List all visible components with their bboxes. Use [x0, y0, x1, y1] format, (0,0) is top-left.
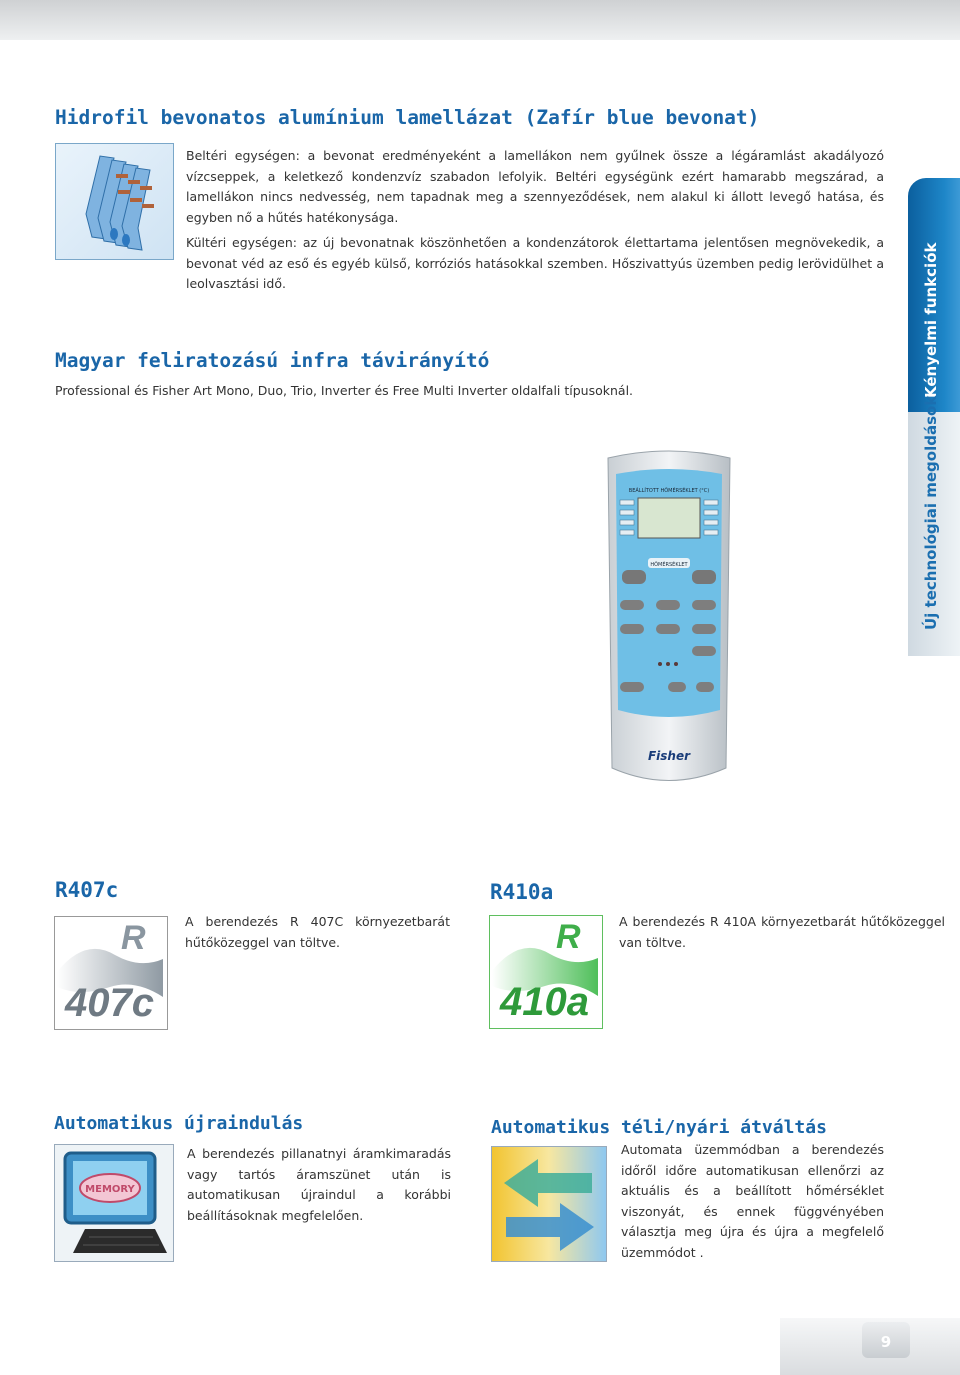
r407c-text: A berendezés R 407C környezetbarát hűtőközeggel van töltve.	[185, 914, 450, 950]
r407c-badge-code: 407c	[65, 981, 154, 1025]
section-title-auto-restart: Automatikus újraindulás	[54, 1113, 304, 1134]
hydrophilic-outdoor-text: Kültéri egységen: az új bevonatnak köszönhetően a kondenzátorok élettartama jelentősen megnövekedik, a bevonat véd az eső és egyéb külső, korróziós hatásokkal szemben. Hőszivattyús üzemben pedig lerövidülhet a leolvasztási idő.	[186, 235, 884, 291]
lamella-image	[55, 143, 174, 260]
r410a-title: R410a	[490, 880, 554, 904]
remote-brand-logo: Fisher	[647, 749, 691, 763]
remote-models-text: Professional és Fisher Art Mono, Duo, Trio, Inverter és Free Multi Inverter oldalfali típusoknál.	[55, 383, 634, 398]
memory-label: MEMORY	[85, 1184, 135, 1195]
r407c-badge-r: R	[121, 919, 146, 957]
section-title-remote: Magyar feliratozású infra távirányító	[55, 349, 490, 372]
r410a-badge-r: R	[556, 918, 581, 956]
r410a-badge-code: 410a	[500, 980, 589, 1024]
r410a-badge	[489, 915, 603, 1029]
r410a-text: A berendezés R 410A környezetbarát hűtőközeggel van töltve.	[619, 914, 945, 950]
top-band	[0, 0, 960, 40]
auto-switch-text: Automata üzemmódban a berendezés időről időre automatikusan ellenőrzi az aktuális és a beállított hőmérséklet viszonyát, és ennek függvényében választja meg újra és újra a megfelelő üzemmódot .	[621, 1142, 884, 1260]
side-tab-technology-label: Új technológiai megoldások	[922, 395, 940, 630]
memory-computer-image	[54, 1144, 174, 1262]
page-number: 9	[880, 1333, 892, 1351]
remote-header-text: BEÁLLÍTOTT HŐMÉRSÉKLET (°C)	[628, 488, 710, 494]
r407c-title: R407c	[55, 878, 119, 902]
heat-cool-arrows-image	[491, 1146, 607, 1262]
auto-restart-text: A berendezés pillanatnyi áramkimaradás vagy tartós áramszünet után is automatikusan újraindul a korábbi beállításoknak megfelelően.	[187, 1146, 451, 1223]
remote-temp-label: HŐMÉRSÉKLET	[650, 562, 688, 568]
r407c-badge	[54, 916, 168, 1030]
remote-control-image	[598, 448, 740, 790]
hydrophilic-indoor-text: Beltéri egységen: a bevonat eredményeként a lamellákon nem gyűlnek össze a légáramlást akadályozó vízcseppek, a keletkező kondenzvíz szabadon lefolyik. Beltéri egységünk ezért hamarabb megszárad, a lamellákon nincs nedvesség, nem tapadnak meg a szennyeződések, nem alakul ki állott levegő hatása, és egyben nő a hűtés hatékonysága.	[186, 148, 884, 225]
section-title-hydrophilic: Hidrofil bevonatos alumínium lamellázat (Zafír blue bevonat)	[55, 106, 760, 129]
section-title-auto-switch: Automatikus téli/nyári átváltás	[491, 1117, 827, 1138]
side-tab-comfort-label: Kényelmi funkciók	[922, 242, 940, 398]
